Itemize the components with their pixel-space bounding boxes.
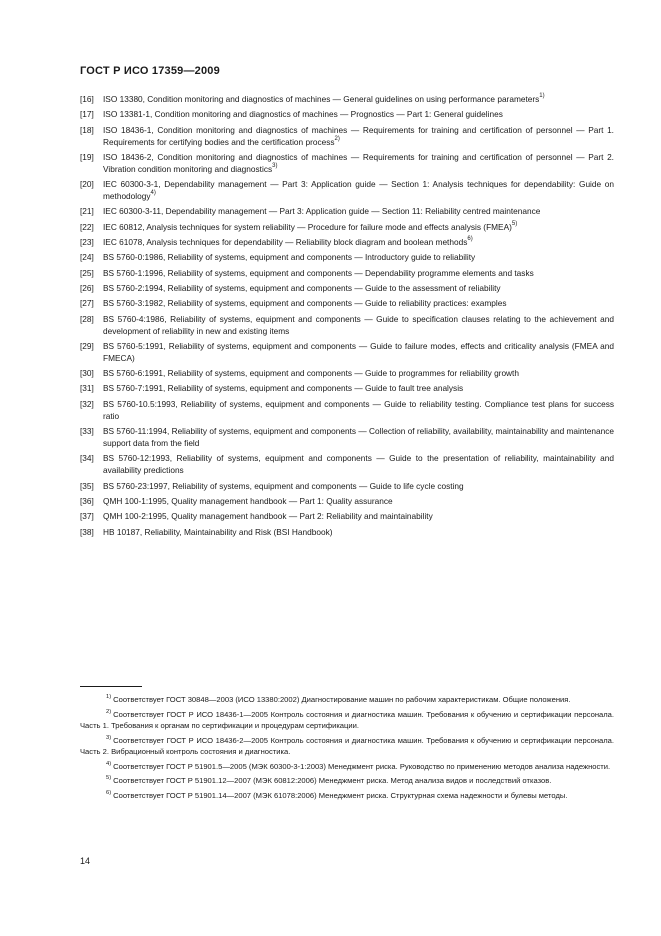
footnote-mark: 1)	[106, 694, 112, 701]
reference-text	[103, 236, 614, 248]
reference-title: BS 5760-6:1991, Reliability of systems, equipment and components — Guide to programmes for reliability growth	[103, 368, 519, 379]
reference-title: HB 10187, Reliability, Maintainability and Risk (BSI Handbook)	[103, 526, 333, 537]
footnote-text: Соответствует ГОСТ Р ИСО 18436-1—2005 Контроль состояния и диагностика машин. Требования к обучению и сертификации персонала. Часть 1. Требования к органам по сертификации и процедурам сертификации.	[80, 709, 614, 730]
footnote-mark: 5)	[106, 775, 112, 782]
reference-item	[80, 313, 614, 337]
reference-title: BS 5760-2:1994, Reliability of systems, equipment and components — Guide to the assessment of reliability	[103, 282, 501, 293]
reference-text	[103, 282, 614, 294]
reference-title: BS 5760-10.5:1993, Reliability of systems, equipment and components — Guide to reliability testing. Compliance test plans for success ratio	[103, 398, 614, 421]
reference-item	[80, 236, 614, 248]
reference-item	[80, 93, 614, 105]
reference-title: BS 5760-12:1993, Reliability of systems, equipment and components — Guide to the presentation of reliability, maintainability and availability predictions	[103, 453, 614, 476]
reference-item	[80, 124, 614, 148]
reference-text	[103, 510, 614, 522]
footnote-separator	[80, 686, 142, 687]
footnote-text: Соответствует ГОСТ Р 51901.14—2007 (МЭК 61078:2006) Менеджмент риска. Структурная схема надежности и булевы методы.	[113, 790, 568, 800]
footnote-text: Соответствует ГОСТ 30848—2003 (ИСО 13380:2002) Диагностирование машин по рабочим характеристикам. Общие положения.	[113, 695, 571, 704]
reference-item	[80, 151, 614, 175]
reference-item	[80, 382, 614, 394]
footnote-item	[80, 735, 614, 758]
reference-number: [37]	[80, 511, 94, 522]
reference-item	[80, 178, 614, 202]
reference-title: IEC 60300-3-11, Dependability management — Part 3: Application guide — Section 11: Reliability centred maintenance	[103, 206, 541, 217]
reference-text	[103, 108, 614, 120]
reference-number: [21]	[80, 206, 94, 217]
reference-number: [28]	[80, 313, 94, 324]
reference-text	[103, 382, 614, 394]
page-number: 14	[80, 856, 91, 866]
reference-number: [34]	[80, 453, 94, 464]
reference-text	[103, 124, 614, 148]
reference-item	[80, 425, 614, 449]
reference-title: BS 5760-11:1994, Reliability of systems, equipment and components — Collection of reliability, availability, maintainability and maintenance support data from the field	[103, 426, 614, 449]
reference-item	[80, 282, 614, 294]
reference-number: [26]	[80, 282, 94, 293]
reference-item	[80, 452, 614, 476]
footnote-item	[80, 775, 614, 787]
reference-item	[80, 526, 614, 538]
reference-number: [33]	[80, 426, 94, 437]
reference-title: BS 5760-5:1991, Reliability of systems, equipment and components — Guide to failure modes, effects and criticality analysis (FMEA and FMECA)	[103, 340, 614, 363]
reference-number: [30]	[80, 368, 94, 379]
footnote-item	[80, 709, 614, 732]
reference-number: [29]	[80, 340, 94, 351]
reference-number: [36]	[80, 495, 94, 506]
reference-title: ISO 13381-1, Condition monitoring and diagnostics of machines — Prognostics — Part 1: General guidelines	[103, 109, 503, 120]
reference-text	[103, 425, 614, 449]
footnote-marker: 6)	[467, 236, 473, 243]
reference-title: ISO 13380, Condition monitoring and diagnostics of machines — General guidelines on using performance parameters	[103, 94, 540, 104]
reference-text	[103, 398, 614, 422]
reference-text	[103, 267, 614, 279]
reference-number: [32]	[80, 398, 94, 409]
reference-item	[80, 251, 614, 263]
reference-item	[80, 398, 614, 422]
reference-number: [27]	[80, 298, 94, 309]
reference-title: IEC 60300-3-1, Dependability management — Part 3: Application guide — Section 1: Analysis techniques for dependability: Guide on methodology	[103, 179, 614, 202]
reference-text	[103, 452, 614, 476]
reference-text	[103, 367, 614, 379]
reference-text	[103, 251, 614, 263]
reference-text	[103, 340, 614, 364]
reference-item	[80, 367, 614, 379]
footnote-text: Соответствует ГОСТ Р 51901.5—2005 (МЭК 60300-3-1:2003) Менеджмент риска. Руководство по применению методов анализа надежности.	[113, 761, 611, 771]
footnote-text: Соответствует ГОСТ Р 51901.12—2007 (МЭК 60812:2006) Менеджмент риска. Метод анализа видов и последствий отказов.	[113, 776, 552, 785]
reference-item	[80, 221, 614, 233]
footnote-mark: 3)	[106, 734, 112, 741]
reference-title: BS 5760-7:1991, Reliability of systems, equipment and components — Guide to fault tree analysis	[103, 383, 464, 394]
reference-item	[80, 205, 614, 217]
reference-title: BS 5760-0:1986, Reliability of systems, equipment and components — Introductory guide to reliability	[103, 252, 476, 263]
reference-number: [24]	[80, 252, 94, 263]
reference-text	[103, 495, 614, 507]
footnote-marker: 4)	[150, 190, 156, 197]
reference-title: QMH 100-2:1995, Quality management handbook — Part 2: Reliability and maintainability	[103, 511, 433, 522]
reference-number: [38]	[80, 526, 94, 537]
reference-number: [20]	[80, 179, 94, 190]
reference-text	[103, 313, 614, 337]
reference-title: BS 5760-4:1986, Reliability of systems, equipment and components — Guide to specification clauses relating to the achievement and development of reliability in new and existing items	[103, 313, 614, 336]
footnote-mark: 6)	[106, 789, 112, 796]
reference-number: [25]	[80, 267, 94, 278]
bibliography-list	[80, 93, 614, 541]
reference-number: [22]	[80, 221, 94, 232]
reference-item	[80, 108, 614, 120]
reference-title: IEC 61078, Analysis techniques for dependability — Reliability block diagram and boolean methods	[103, 237, 468, 248]
footnote-marker: 1)	[539, 93, 545, 100]
reference-text	[103, 151, 614, 175]
reference-item	[80, 480, 614, 492]
reference-title: BS 5760-3:1982, Reliability of systems, equipment and components — Guide to reliability practices: examples	[103, 298, 507, 309]
reference-title: QMH 100-1:1995, Quality management handbook — Part 1: Quality assurance	[103, 495, 393, 506]
reference-text	[103, 178, 614, 202]
reference-text	[103, 93, 614, 105]
reference-text	[103, 221, 614, 233]
reference-number: [31]	[80, 383, 94, 394]
reference-text	[103, 205, 614, 217]
footnote-mark: 2)	[106, 708, 112, 715]
reference-title: ISO 18436-1, Condition monitoring and diagnostics of machines — Requirements for training and certification of personnel — Part 1. Requirements for certifying bodies and the certification process	[103, 124, 614, 147]
reference-item	[80, 340, 614, 364]
footnote-item	[80, 694, 614, 706]
reference-number: [16]	[80, 94, 94, 104]
reference-number: [18]	[80, 124, 94, 135]
footnotes	[80, 694, 614, 804]
reference-text	[103, 526, 614, 538]
footnote-item	[80, 790, 614, 802]
reference-number: [19]	[80, 151, 94, 162]
footnote-marker: 2)	[334, 135, 340, 142]
reference-text	[103, 297, 614, 309]
reference-item	[80, 510, 614, 522]
reference-title: BS 5760-23:1997, Reliability of systems, equipment and components — Guide to life cycle costing	[103, 480, 464, 491]
reference-number: [35]	[80, 480, 94, 491]
footnote-item	[80, 761, 614, 773]
reference-number: [23]	[80, 237, 94, 248]
reference-item	[80, 267, 614, 279]
footnote-marker: 5)	[511, 221, 518, 228]
reference-number: [17]	[80, 109, 94, 120]
reference-item	[80, 495, 614, 507]
reference-text	[103, 480, 614, 492]
footnote-mark: 4)	[106, 760, 112, 767]
footnote-text: Соответствует ГОСТ Р ИСО 18436-2—2005 Контроль состояния и диагностика машин. Требования к обучению и сертификации персонала. Часть 2. Вибрационный контроль состояния и диагностика.	[80, 735, 614, 756]
document-header: ГОСТ Р ИСО 17359—2009	[80, 65, 220, 77]
reference-title: ISO 18436-2, Condition monitoring and diagnostics of machines — Requirements for training and certification of personnel — Part 2. Vibration condition monitoring and diagnostics	[103, 151, 614, 174]
footnote-marker: 3)	[272, 163, 278, 170]
reference-title: IEC 60812, Analysis techniques for system reliability — Procedure for failure mode and effects analysis (FMEA)	[103, 221, 512, 232]
reference-item	[80, 297, 614, 309]
reference-title: BS 5760-1:1996, Reliability of systems, equipment and components — Dependability programme elements and tasks	[103, 267, 534, 278]
